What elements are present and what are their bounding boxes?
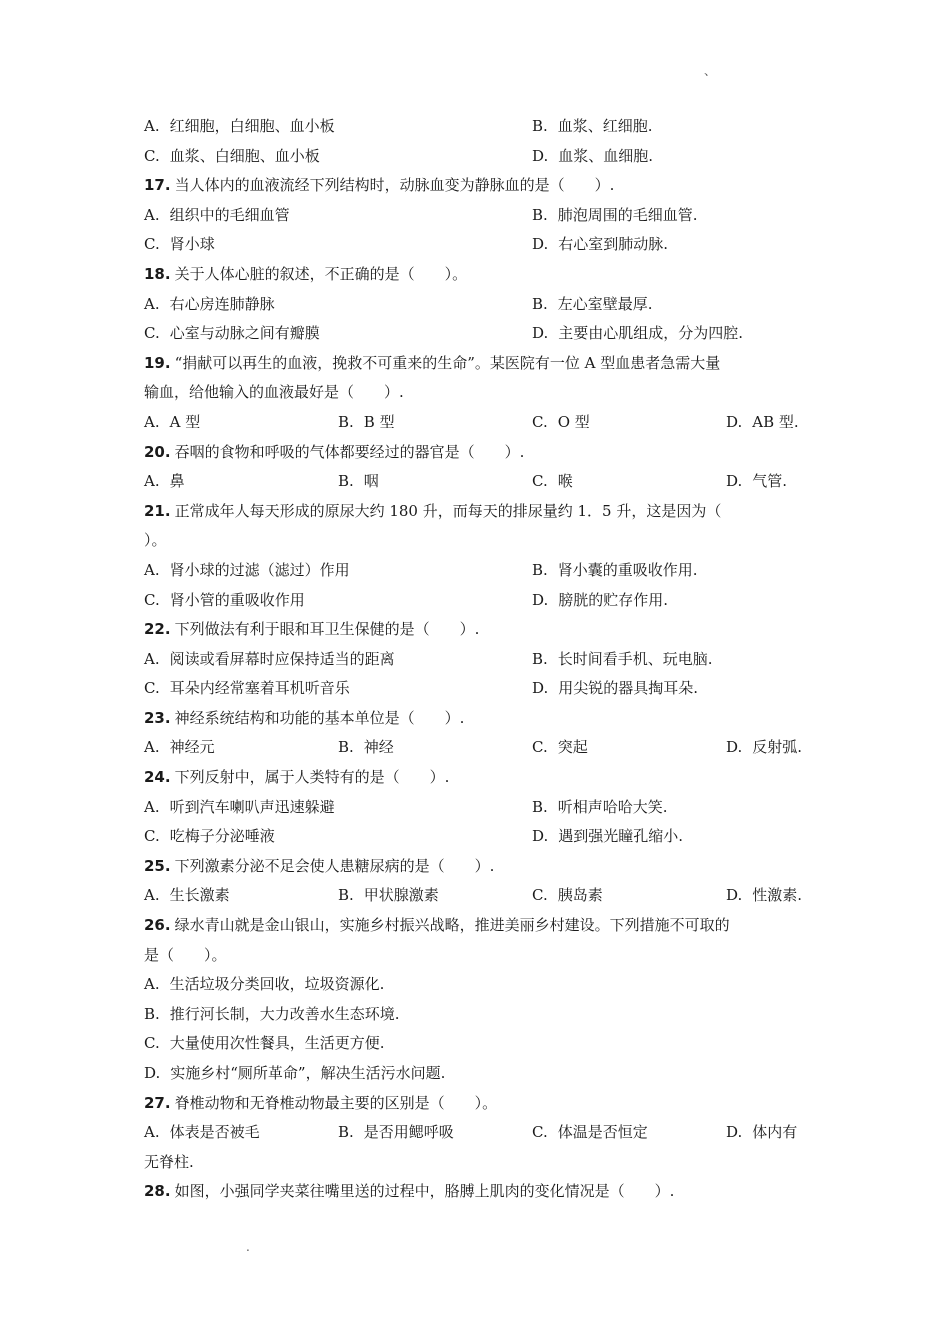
option-text: 神经元 (169, 738, 215, 757)
question-stem-continued (144, 378, 814, 408)
question-number: 28. (144, 1182, 171, 1201)
answer-option (532, 290, 653, 320)
question-stem-continued (144, 941, 814, 971)
option-label: C. (144, 146, 160, 165)
answer-option (532, 881, 603, 911)
option-label: A. (144, 472, 160, 491)
option-label: A. (144, 975, 160, 994)
option-text: 推行河长制，大力改善水生态环境. (169, 1004, 400, 1023)
option-text: 遇到强光瞳孔缩小. (558, 827, 684, 846)
option-label: B. (338, 886, 354, 905)
option-text: 血浆、血细胞. (558, 146, 654, 165)
option-label: D. (726, 1123, 743, 1142)
answer-option (144, 1118, 260, 1148)
question-stem (144, 763, 814, 793)
question-text: 脊椎动物和无脊椎动物最主要的区别是（ ）。 (174, 1093, 498, 1112)
option-label: A. (144, 797, 160, 816)
top-mark: 、 (704, 64, 717, 78)
option-row (144, 230, 814, 260)
option-text: 长时间看手机、玩电脑. (557, 649, 713, 668)
option-label: B. (532, 649, 548, 668)
option-row (144, 290, 814, 320)
question-text: 下列激素分泌不足会使人患糖尿病的是（ ）. (174, 856, 495, 875)
option-label: C. (144, 324, 160, 343)
question-stem (144, 260, 814, 290)
option-text: 肾小管的重吸收作用 (169, 590, 305, 609)
option-label: A. (144, 738, 160, 757)
question-stem (144, 438, 814, 468)
option-row (144, 467, 814, 497)
option-text: 左心室壁最厚. (557, 294, 653, 313)
option-row (144, 408, 814, 438)
option-label: D. (144, 1064, 161, 1082)
answer-option (144, 142, 320, 172)
answer-option (338, 1118, 454, 1148)
option-label: C. (532, 1123, 548, 1142)
option-label: D. (532, 146, 549, 165)
answer-option (144, 230, 215, 260)
answer-option (532, 112, 653, 142)
question-stem (144, 911, 814, 941)
answer-option (144, 822, 275, 852)
option-row (144, 319, 814, 349)
option-label: D. (532, 590, 549, 609)
answer-option (532, 201, 698, 231)
question-text: 关于人体心脏的叙述，不正确的是（ ）。 (174, 264, 468, 283)
option-text: 血浆、白细胞、血小板 (169, 146, 320, 165)
option-label: D. (726, 738, 743, 757)
option-label: D. (532, 827, 549, 846)
answer-option (144, 556, 350, 586)
answer-option (338, 408, 395, 438)
option-text: 肾小囊的重吸收作用. (557, 560, 698, 579)
question-stem (144, 171, 814, 201)
option-row (144, 645, 814, 675)
option-text: 是否用鳃呼吸 (363, 1123, 454, 1142)
option-text: 右心房连肺静脉 (169, 294, 275, 313)
option-label: C. (532, 472, 548, 491)
option-label: C. (532, 738, 548, 757)
answer-option (144, 467, 185, 497)
answer-option (726, 1118, 797, 1148)
option-text: 吃梅子分泌唾液 (169, 827, 275, 846)
answer-option (726, 408, 799, 438)
question-list (144, 112, 814, 1207)
option-text: 听相声哈哈大笑. (557, 797, 668, 816)
option-row (144, 556, 814, 586)
answer-option (144, 319, 320, 349)
option-label: C. (144, 590, 160, 609)
answer-option (144, 112, 335, 142)
question-text: 如图，小强同学夹菜往嘴里送的过程中，胳膊上肌肉的变化情况是（ ）. (174, 1182, 675, 1201)
answer-option (726, 733, 802, 763)
question-number: 20. (144, 442, 171, 461)
option-label: B. (532, 294, 548, 313)
option-label: B. (532, 797, 548, 816)
answer-option (144, 1059, 814, 1089)
option-row (144, 733, 814, 763)
answer-option (532, 230, 668, 260)
option-label: B. (338, 738, 354, 757)
option-text: A 型 (169, 412, 201, 431)
answer-option (144, 1000, 814, 1030)
option-label: D. (532, 235, 549, 254)
answer-option (532, 645, 713, 675)
option-text: 鼻 (169, 472, 185, 491)
option-text: 无脊柱. (144, 1152, 194, 1171)
option-row (144, 112, 814, 142)
option-row (144, 586, 814, 616)
answer-option (144, 881, 230, 911)
question-text: 是（ ）。 (144, 945, 227, 964)
answer-option (144, 1029, 814, 1059)
option-label: C. (144, 827, 160, 846)
answer-option (144, 586, 305, 616)
option-label: A. (144, 886, 160, 905)
option-text: 心室与动脉之间有瓣膜 (169, 324, 320, 343)
question-text: ）。 (144, 531, 167, 550)
option-text: 肾小球的过滤（滤过）作用 (169, 560, 350, 579)
option-row (144, 1118, 814, 1148)
option-label: D. (532, 324, 549, 343)
question-number: 23. (144, 708, 171, 727)
question-text: 神经系统结构和功能的基本单位是（ ）. (174, 708, 465, 727)
option-text: AB 型. (752, 412, 799, 431)
answer-option (144, 201, 290, 231)
option-label: C. (144, 1034, 160, 1053)
question-stem (144, 852, 814, 882)
option-text: 突起 (557, 738, 588, 757)
option-text: 甲状腺激素 (363, 886, 439, 905)
question-text: “捐献可以再生的血液，挽救不可重来的生命”。某医院有一位 A 型血患者急需大量 (174, 353, 721, 372)
option-label: A. (144, 294, 160, 313)
option-label: C. (144, 679, 160, 698)
option-label: D. (726, 472, 743, 491)
question-stem (144, 704, 814, 734)
option-label: A. (144, 412, 160, 431)
option-text: 血浆、红细胞. (557, 117, 653, 135)
option-text: 神经 (363, 738, 394, 757)
answer-option (144, 793, 335, 823)
option-row (144, 142, 814, 172)
question-number: 22. (144, 620, 171, 639)
answer-option (338, 881, 439, 911)
option-row (144, 881, 814, 911)
option-label: B. (532, 117, 548, 135)
question-number: 19. (144, 353, 171, 372)
question-number: 24. (144, 768, 171, 787)
option-text: 喉 (557, 472, 573, 491)
question-number: 17. (144, 176, 171, 195)
option-label: D. (726, 886, 743, 905)
option-text: 肺泡周围的毛细血管. (557, 205, 698, 224)
option-text: 体内有 (752, 1123, 798, 1142)
answer-option (532, 467, 573, 497)
option-text: 体温是否恒定 (557, 1123, 648, 1142)
option-text: 听到汽车喇叭声迅速躲避 (169, 797, 335, 816)
question-stem (144, 497, 814, 527)
option-text: 膀胱的贮存作用. (558, 590, 669, 609)
question-stem (144, 349, 814, 379)
answer-option (144, 645, 395, 675)
answer-option (144, 733, 215, 763)
question-text: 当人体内的血液流经下列结构时，动脉血变为静脉血的是（ ）. (174, 176, 615, 195)
option-label: B. (144, 1004, 160, 1023)
answer-option (726, 467, 787, 497)
option-text: 反射弧. (752, 738, 803, 757)
option-row (144, 793, 814, 823)
option-text: 气管. (752, 472, 788, 491)
option-text: 咽 (363, 472, 379, 491)
question-stem-continued (144, 526, 814, 556)
option-label: C. (144, 235, 160, 254)
option-label: B. (532, 205, 548, 224)
answer-option (532, 822, 683, 852)
answer-option (144, 408, 200, 438)
option-label: C. (532, 886, 548, 905)
option-text: 用尖锐的器具掏耳朵. (558, 679, 699, 698)
question-stem (144, 1177, 814, 1207)
option-continued (144, 1148, 814, 1178)
option-text: 体表是否被毛 (169, 1123, 260, 1142)
option-label: A. (144, 560, 160, 579)
option-label: C. (532, 412, 548, 431)
answer-option (532, 586, 668, 616)
question-number: 18. (144, 264, 171, 283)
option-label: B. (338, 1123, 354, 1142)
question-number: 25. (144, 856, 171, 875)
question-number: 21. (144, 501, 171, 520)
option-text: 红细胞，白细胞、血小板 (169, 117, 335, 135)
answer-option (338, 467, 379, 497)
option-label: B. (338, 412, 354, 431)
question-number: 27. (144, 1093, 171, 1112)
option-label: A. (144, 649, 160, 668)
answer-option (532, 142, 653, 172)
answer-option (532, 793, 668, 823)
answer-option (532, 319, 743, 349)
question-text: 下列反射中，属于人类特有的是（ ）. (174, 768, 450, 787)
question-stem (144, 615, 814, 645)
answer-option (144, 674, 350, 704)
option-text: B 型 (363, 412, 395, 431)
answer-option (532, 674, 698, 704)
option-text: 肾小球 (169, 235, 215, 254)
option-label: D. (532, 679, 549, 698)
option-label: A. (144, 1123, 160, 1142)
bottom-mark: . (246, 1240, 250, 1254)
option-row (144, 201, 814, 231)
option-label: A. (144, 205, 160, 224)
option-text: 右心室到肺动脉. (558, 235, 669, 254)
option-text: 组织中的毛细血管 (169, 205, 290, 224)
question-text: 输血，给他输入的血液最好是（ ）. (144, 383, 404, 402)
answer-option (532, 733, 588, 763)
answer-option (144, 970, 814, 1000)
option-text: 性激素. (752, 886, 803, 905)
answer-option (532, 408, 590, 438)
option-label: D. (726, 412, 743, 431)
option-label: B. (532, 560, 548, 579)
option-text: 耳朵内经常塞着耳机听音乐 (169, 679, 350, 698)
answer-option (532, 556, 698, 586)
option-label: A. (144, 117, 160, 135)
option-text: 生长激素 (169, 886, 230, 905)
question-text: 吞咽的食物和呼吸的气体都要经过的器官是（ ）. (174, 442, 525, 461)
answer-option (726, 881, 802, 911)
option-text: 大量使用次性餐具，生活更方便. (169, 1034, 385, 1053)
option-label: B. (338, 472, 354, 491)
option-text: 生活垃圾分类回收，垃圾资源化. (169, 975, 385, 994)
option-text: 主要由心肌组成，分为四腔. (558, 324, 744, 343)
question-number: 26. (144, 916, 171, 935)
option-text: 阅读或看屏幕时应保持适当的距离 (169, 649, 395, 668)
question-stem (144, 1089, 814, 1119)
option-text: 实施乡村“厕所革命”，解决生活污水问题. (170, 1064, 446, 1082)
question-text: 正常成年人每天形成的原尿大约 180 升，而每天的排尿量约 1．5 升，这是因为（ (174, 501, 722, 520)
answer-option (144, 290, 275, 320)
question-text: 绿水青山就是金山银山，实施乡村振兴战略，推进美丽乡村建设。下列措施不可取的 (174, 916, 730, 935)
option-text: 胰岛素 (557, 886, 603, 905)
option-row (144, 674, 814, 704)
option-text: O 型 (557, 412, 590, 431)
answer-option (338, 733, 394, 763)
option-row (144, 822, 814, 852)
question-text: 下列做法有利于眼和耳卫生保健的是（ ）. (174, 620, 480, 639)
answer-option (532, 1118, 648, 1148)
